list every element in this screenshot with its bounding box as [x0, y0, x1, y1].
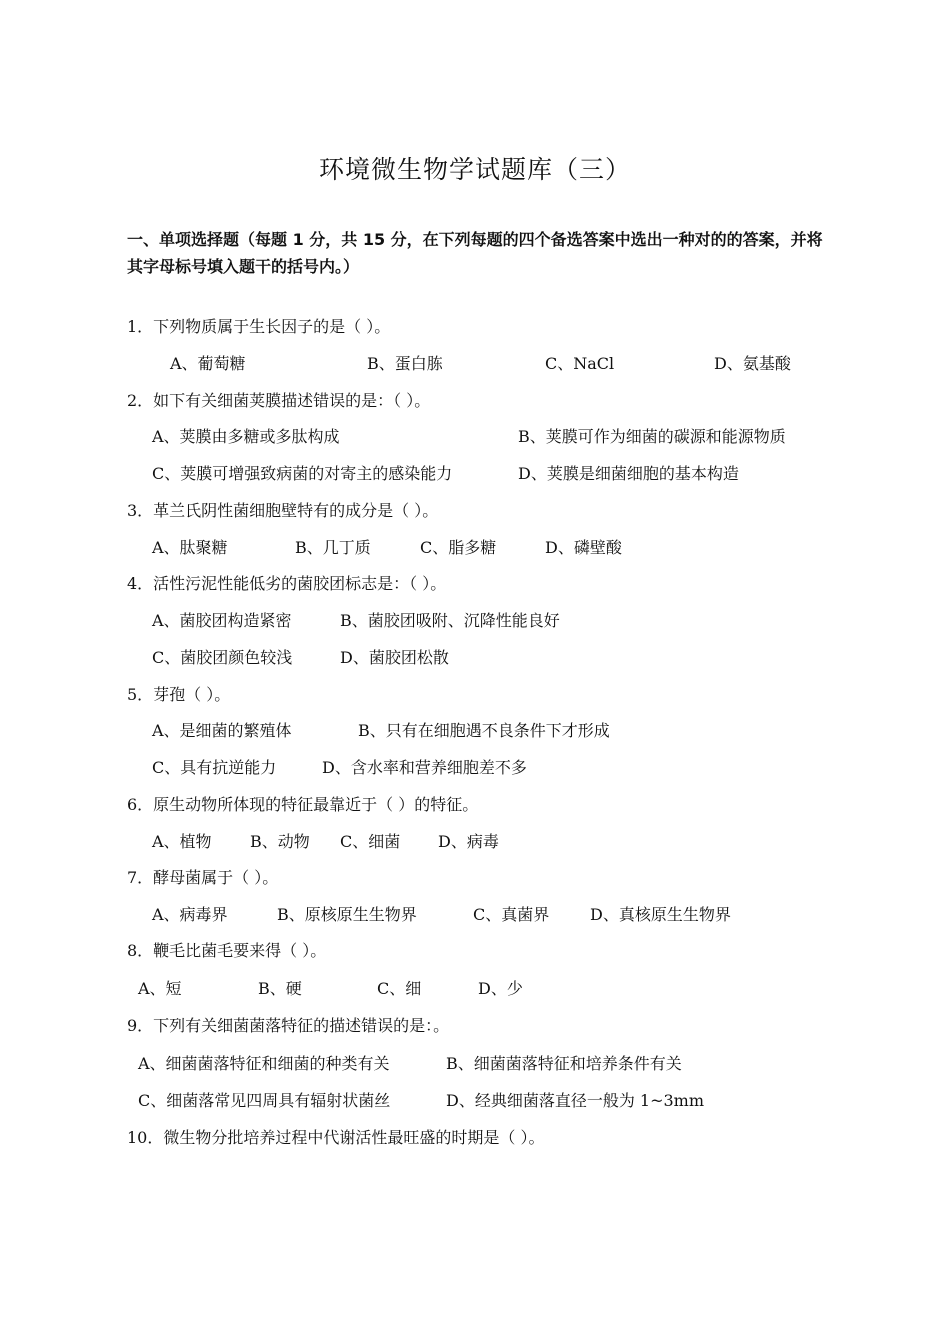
question-8-option-a: A、短: [138, 979, 182, 998]
question-7-option-c: C、真菌界: [473, 905, 550, 924]
question-6-option-b: B、动物: [250, 832, 310, 851]
question-2-option-c: C、荚膜可增强致病菌的对寄主的感染能力: [152, 464, 453, 483]
question-8-option-d: D、少: [478, 979, 523, 998]
question-5-option-b: B、只有在细胞遇不良条件下才形成: [358, 721, 610, 740]
question-1-option-c: C、NaCl: [545, 354, 615, 373]
question-9-option-d: D、经典细菌落直径一般为 1~3mm: [446, 1091, 705, 1110]
question-6-option-a: A、植物: [152, 832, 212, 851]
question-8-stem: 8．鞭毛比菌毛要来得（ ）。: [127, 941, 327, 960]
question-6-option-c: C、细菌: [340, 832, 401, 851]
question-5-option-a: A、是细菌的繁殖体: [152, 721, 292, 740]
question-3-option-c: C、脂多糖: [420, 538, 497, 557]
question-6-option-d: D、病毒: [438, 832, 499, 851]
question-1-option-a: A、葡萄糖: [170, 354, 246, 373]
question-9-option-a: A、细菌菌落特征和细菌的种类有关: [138, 1054, 390, 1073]
question-3-option-a: A、肽聚糖: [152, 538, 228, 557]
question-3-option-d: D、磷壁酸: [545, 538, 622, 557]
question-5-option-d: D、含水率和营养细胞差不多: [322, 758, 527, 777]
question-1-option-b: B、蛋白胨: [367, 354, 443, 373]
question-5-stem: 5．芽孢（ ）。: [127, 685, 231, 704]
question-9-stem: 9．下列有关细菌菌落特征的描述错误的是：。: [127, 1016, 450, 1035]
question-4-stem: 4．活性污泥性能低劣的菌胶团标志是：（ ）。: [127, 574, 447, 593]
question-1-option-d: D、氨基酸: [714, 354, 791, 373]
question-9-option-c: C、细菌落常见四周具有辐射状菌丝: [138, 1091, 391, 1110]
section-heading: 一、单项选择题（每题 1 分，共 15 分，在下列每题的四个备选答案中选出一种对的的答案，并将其字母标号填入题干的括号内。）: [127, 230, 823, 276]
question-1-stem: 1．下列物质属于生长因子的是（ ）。: [127, 317, 391, 336]
question-7-option-b: B、原核原生生物界: [277, 905, 417, 924]
page-title: 环境微生物学试题库（三）: [318, 155, 631, 184]
question-7-option-d: D、真核原生生物界: [590, 905, 731, 924]
question-4-option-a: A、菌胶团构造紧密: [152, 611, 292, 630]
question-8-option-c: C、细: [377, 979, 422, 998]
question-3-stem: 3．革兰氏阴性菌细胞壁特有的成分是（ ）。: [127, 501, 439, 520]
question-3-option-b: B、几丁质: [295, 538, 371, 557]
question-2-option-d: D、荚膜是细菌细胞的基本构造: [518, 464, 739, 483]
question-4-option-c: C、菌胶团颜色较浅: [152, 648, 293, 667]
question-2-stem: 2．如下有关细菌荚膜描述错误的是：（ ）。: [127, 391, 431, 410]
question-10-stem: 10．微生物分批培养过程中代谢活性最旺盛的时期是（ ）。: [127, 1128, 545, 1147]
question-2-option-a: A、荚膜由多糖或多肽构成: [152, 427, 340, 446]
question-7-stem: 7．酵母菌属于（ ）。: [127, 868, 279, 887]
question-7-option-a: A、病毒界: [152, 905, 228, 924]
question-2-option-b: B、荚膜可作为细菌的碳源和能源物质: [518, 427, 786, 446]
question-4-option-d: D、菌胶团松散: [340, 648, 449, 667]
question-5-option-c: C、具有抗逆能力: [152, 758, 277, 777]
question-4-option-b: B、菌胶团吸附、沉降性能良好: [340, 611, 560, 630]
question-8-option-b: B、硬: [258, 979, 302, 998]
question-9-option-b: B、细菌菌落特征和培养条件有关: [446, 1054, 682, 1073]
question-6-stem: 6．原生动物所体现的特征最靠近于（ ）的特征。: [127, 795, 479, 814]
